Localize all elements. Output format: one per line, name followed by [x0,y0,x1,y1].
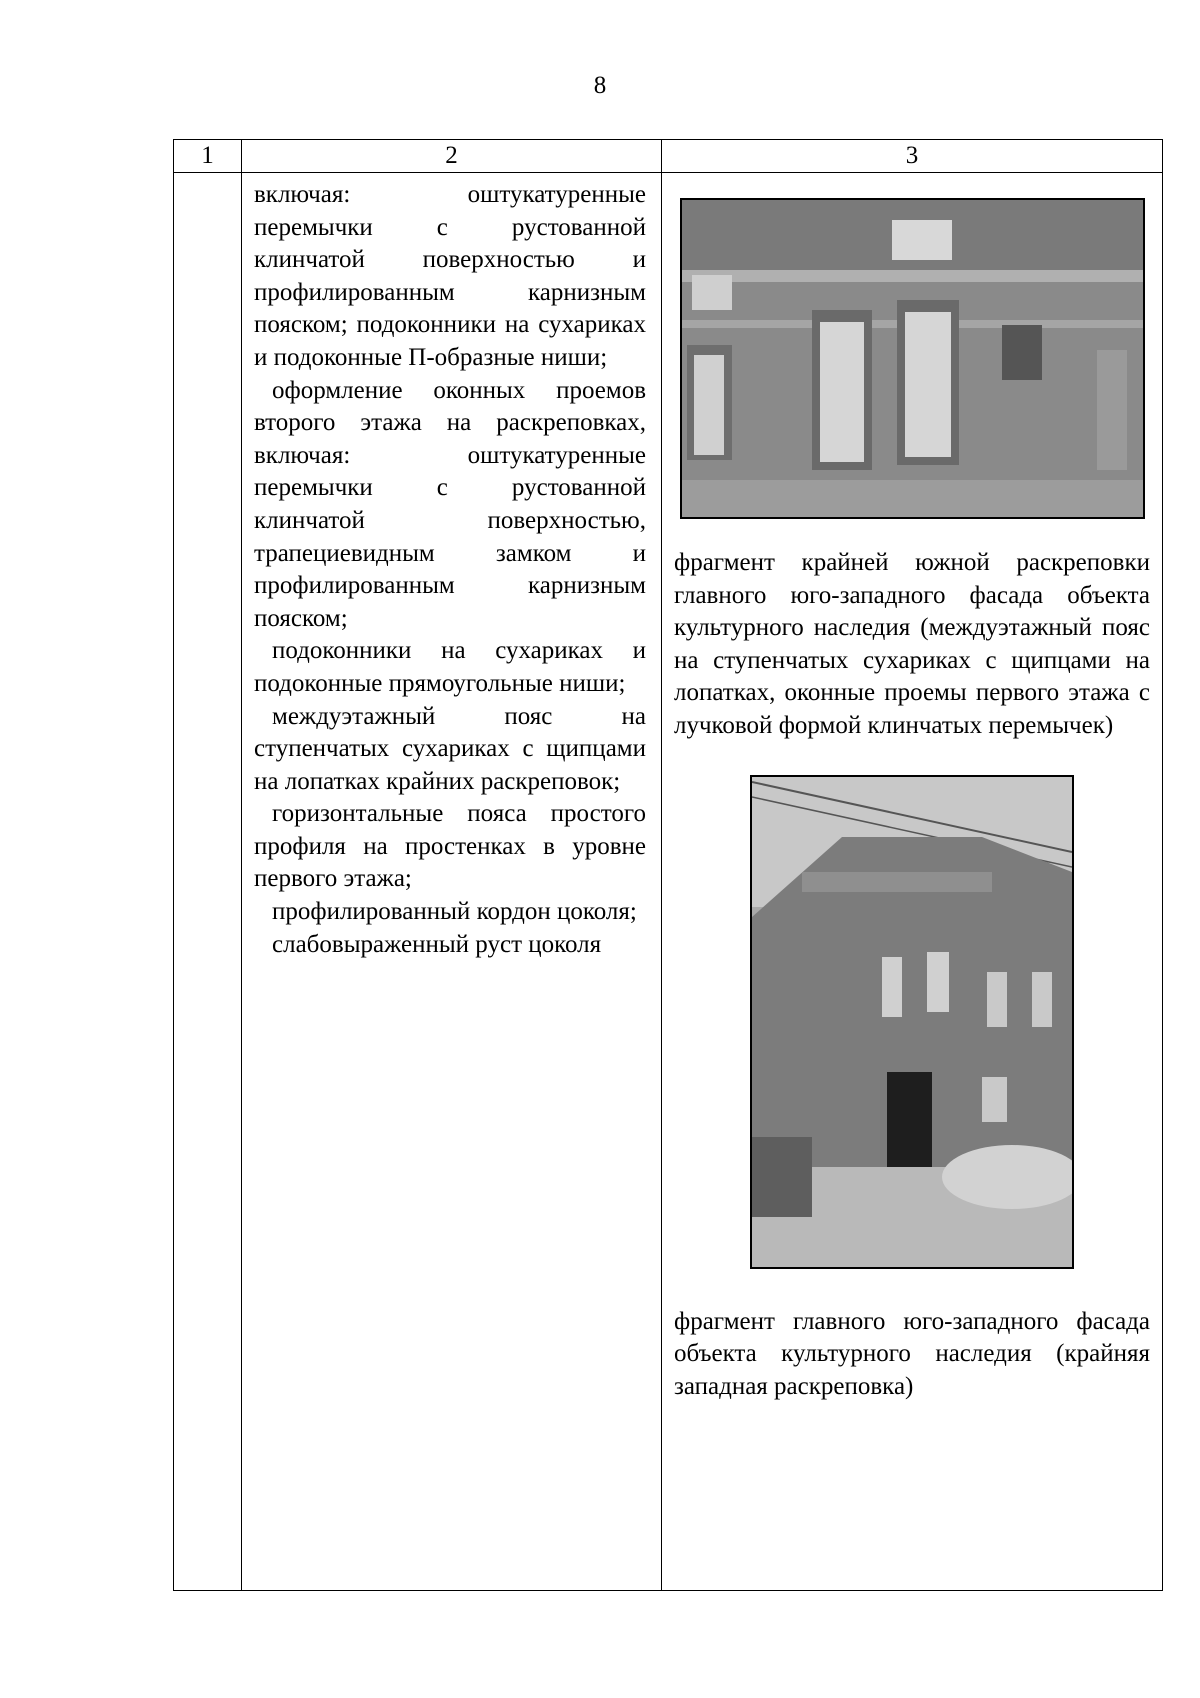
heritage-table [173,139,1163,1591]
cell-col-3 [662,173,1163,1591]
table-row [174,173,1163,1591]
page-number: 8 [593,72,607,99]
cell-col-2 [242,173,662,1591]
list-item: междуэтажный пояс на ступенчатых сухариках с щипцами на лопатках крайних раскреповок; [254,702,646,795]
table-header-row [174,140,1163,173]
photo-caption: фрагмент главного юго-западного фасада объекта культурного наследия (крайняя западная раскреповка) [674,1307,1150,1400]
element-list [254,179,646,961]
header-col-2: 2 [242,140,662,173]
list-item: оформление оконных проемов второго этажа на раскреповках, включая: оштукатуренные перемычки с рустованной клинчатой поверхностью, трапециевидным замком и профилированным карнизным пояском; [254,376,646,632]
header-col-3: 3 [662,140,1163,173]
cell-col-1 [174,173,242,1591]
photo-caption: фрагмент крайней южной раскреповки главного юго-западного фасада объекта культурного наследия (междуэтажный пояс на ступенчатых сухариках с щипцами на лопатках, оконные проемы первого этажа с лучковой формой клинчатых перемычек) [674,549,1150,739]
list-item: горизонтальные пояса простого профиля на простенках в уровне первого этажа; [254,800,646,893]
facade-west-photo [750,775,1074,1269]
list-item: включая: оштукатуренные перемычки с рустованной клинчатой поверхностью и профилированным карнизным пояском; подоконники на сухариках и подоконные П-образные ниши; [254,181,646,371]
list-item: подоконники на сухариках и подоконные прямоугольные ниши; [254,637,646,697]
list-item: профилированный кордон цоколя; [272,898,637,926]
facade-fragment-photo [680,198,1145,519]
header-col-1: 1 [174,140,242,173]
list-item: слабовыраженный руст цоколя [272,930,602,958]
